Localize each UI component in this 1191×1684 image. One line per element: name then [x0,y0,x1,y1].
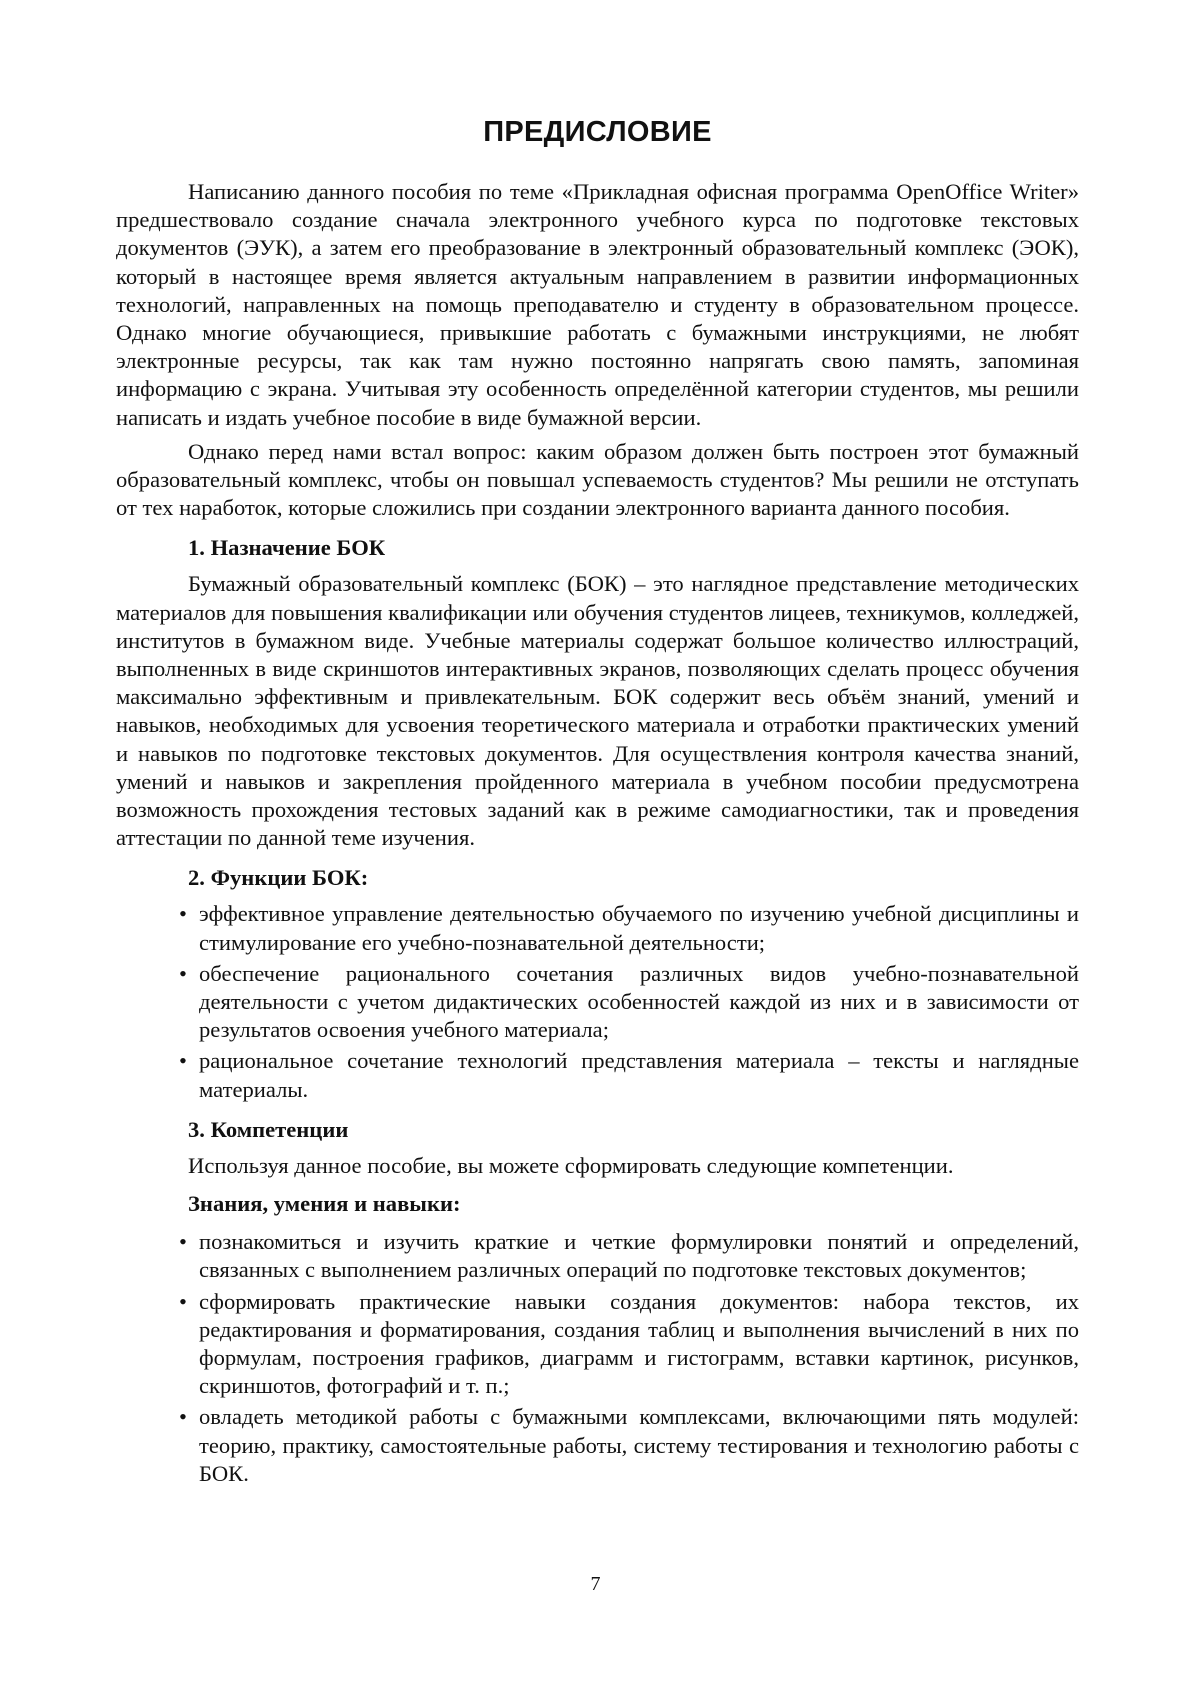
bullet-icon: • [179,1229,187,1255]
list-item [179,1288,1079,1401]
bullet-icon: • [179,960,187,986]
list-item [179,1228,1079,1284]
bullet-icon: • [179,1288,187,1314]
section-heading-purpose: 1. Назначение БОК [188,535,386,561]
section-heading-competencies: 3. Компетенции [188,1116,349,1142]
list-item-text: обеспечение рационального сочетания различных видов учебно-познавательной деятельности с учетом дидактических особенностей каждой из них и в зависимости от результатов освоения учебного материала; [199,960,1079,1043]
page-content [116,100,1079,1494]
list-item-text: овладеть методикой работы с бумажными комплексами, включающими пять модулей: теорию, практику, самостоятельные работы, систему тестирования и технологию работы с БОК. [199,1404,1079,1486]
bullet-icon: • [179,901,187,927]
bullet-icon: • [179,1048,187,1074]
list-item-text: эффективное управление деятельностью обучаемого по изучению учебной дисциплины и стимулирование его учебно-познавательной деятельности; [199,901,1079,955]
page-title: ПРЕДИСЛОВИЕ [483,116,712,148]
skills-list [116,1228,1079,1488]
list-item [179,960,1079,1045]
list-item [179,1403,1079,1488]
section-heading-functions: 2. Функции БОК: [188,865,369,891]
list-item-text: рациональное сочетание технологий представления материала – тексты и наглядные материалы. [199,1048,1079,1102]
preface-paragraph-1: Написанию данного пособия по теме «Прикладная офисная программа OpenOffice Writer» предшествовало создание сначала электронного учебного курса по подготовке текстовых документов (ЭУК), а затем его преобразование в электронный образовательный комплекс (ЭОК), который в настоящее время является актуальным направлением в развитии информационных технологий, направленных на помощь преподавателю и студенту в образовательном процессе. Однако многие обучающиеся, привыкшие работать с бумажными инструкциями, не любят электронные ресурсы, так как там нужно постоянно напрягать свою память, запоминая информацию с экрана. Учитывая эту особенность определённой категории студентов, мы решили написать и издать учебное пособие в виде бумажной версии. [116,179,1079,430]
list-item [179,1047,1079,1103]
preface-paragraph-2: Однако перед нами встал вопрос: каким образом должен быть построен этот бумажный образовательный комплекс, чтобы он повышал успеваемость студентов? Мы решили не отступать от тех наработок, которые сложились при создании электронного варианта данного пособия. [116,438,1079,521]
page-number: 7 [590,1573,601,1595]
list-item [179,900,1079,956]
competencies-intro: Используя данное пособие, вы можете сформировать следующие компетенции. [188,1152,954,1178]
subsection-heading-skills: Знания, умения и навыки: [188,1191,461,1217]
list-item-text: познакомиться и изучить краткие и четкие формулировки понятий и определений, связанных с выполнением различных операций по подготовке текстовых документов; [199,1229,1079,1283]
bullet-icon: • [179,1404,187,1430]
section-purpose-text: Бумажный образовательный комплекс (БОК) – это наглядное представление методических материалов для повышения квалификации или обучения студентов лицеев, техникумов, колледжей, институтов в бумажном виде. Учебные материалы содержат большое количество иллюстраций, выполненных в виде скриншотов интерактивных экранов, позволяющих сделать процесс обучения максимально эффективным и привлекательным. БОК содержит весь объём знаний, умений и навыков, необходимых для усвоения теоретического материала и отработки практических умений и навыков по подготовке текстовых документов. Для осуществления контроля качества знаний, умений и навыков и закрепления пройденного материала в учебном пособии предусмотрена возможность прохождения тестовых заданий как в режиме самодиагностики, так и проведения аттестации по данной теме изучения. [116,571,1079,851]
functions-list [116,900,1079,1103]
list-item-text: сформировать практические навыки создания документов: набора текстов, их редактирования и форматирования, создания таблиц и выполнения вычислений в них по формулам, построения графиков, диаграмм и гистограмм, вставки картинок, рисунков, скриншотов, фотографий и т. п.; [199,1288,1079,1399]
